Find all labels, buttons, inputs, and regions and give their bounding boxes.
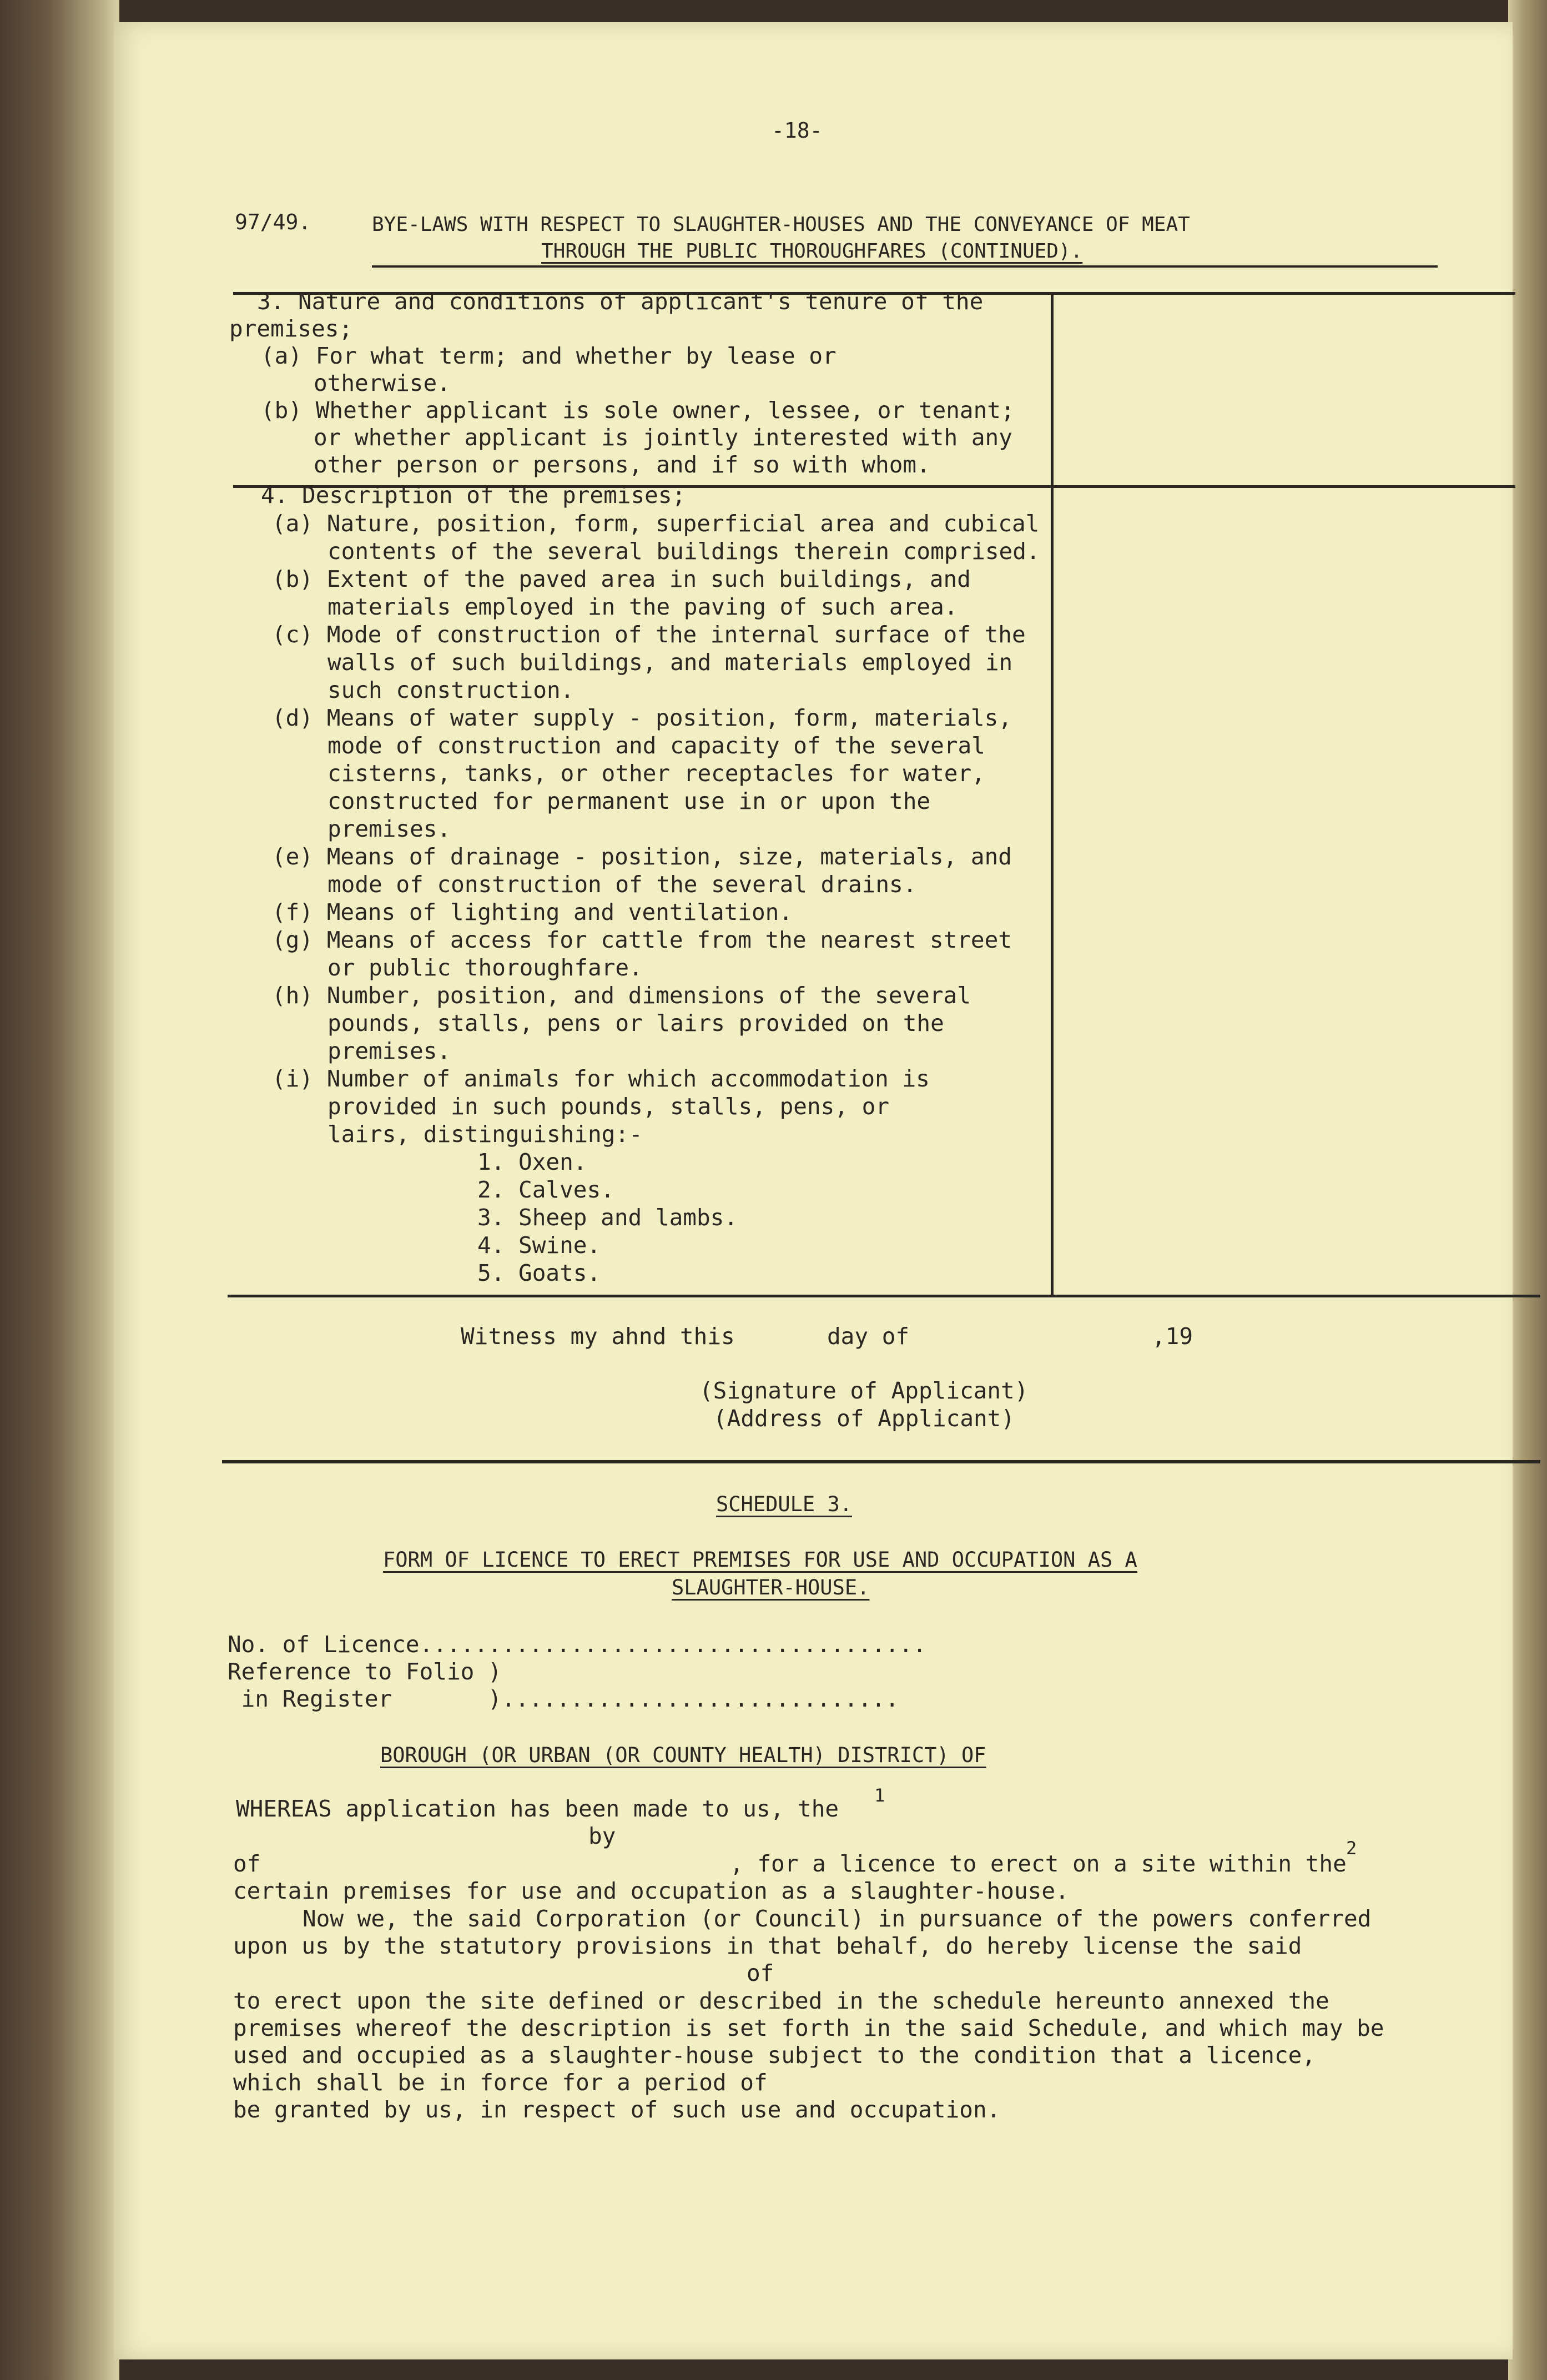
folio-reference-line2: in Register )............................. [228,1685,899,1712]
item-4f-line1: (f) Means of lighting and ventilation. [272,899,793,925]
item-4g-line1: (g) Means of access for cattle from the nearest street [272,927,1012,953]
item-4h-line1: (h) Number, position, and dimensions of the several [272,982,971,1009]
item-4d-line2: mode of construction and capacity of the several [327,732,985,759]
item-4e-line2: mode of construction of the several drains. [327,871,917,898]
item-3a-line1: (a) For what term; and whether by lease or [261,343,837,369]
body-line-9: premises whereof the description is set forth in the said Schedule, and which may be [233,2015,1384,2041]
body-line-11: which shall be in force for a period of [233,2069,768,2096]
book-binding-left [0,0,119,2380]
title-rule [372,265,1438,268]
schedule-title: SCHEDULE 3. [716,1492,853,1516]
item-3b-line1: (b) Whether applicant is sole owner, lessee, or tenant; [261,397,1015,424]
body-line-7: of [747,1960,774,1986]
body-line-5: Now we, the said Corporation (or Council) in pursuance of the powers conferred [303,1905,1372,1932]
page-number: -18- [772,118,823,143]
item-4d-line3: cisterns, tanks, or other receptacles for water, [327,760,985,787]
title-line-1: BYE-LAWS WITH RESPECT TO SLAUGHTER-HOUSES AND THE CONVEYANCE OF MEAT [372,213,1190,236]
address-of-applicant: (Address of Applicant) [713,1405,1015,1432]
item-4h-line3: premises. [327,1038,451,1064]
table-bottom-rule [228,1295,1540,1297]
body-line-1: WHEREAS application has been made to us, the [236,1795,839,1822]
form-title-line-2: SLAUGHTER-HOUSE. [672,1576,870,1599]
body-line-12: be granted by us, in respect of such use and occupation. [233,2096,1001,2123]
document-page [114,22,1513,2359]
witness-year: ,19 [1152,1323,1193,1350]
item-4d-line5: premises. [327,816,451,842]
item-4i-line1: (i) Number of animals for which accommodation is [272,1065,930,1092]
item-3a-line2: otherwise. [314,370,451,396]
book-binding-right [1508,0,1547,2380]
witness-day-of: day of [827,1323,910,1350]
borough-heading: BOROUGH (OR URBAN (OR COUNTY HEALTH) DISTRICT) OF [380,1743,986,1767]
item-4c-line3: such construction. [327,677,575,703]
item-3b-line3: other person or persons, and if so with whom. [314,451,930,478]
item-4b-line1: (b) Extent of the paved area in such buildings, and [272,566,971,592]
item-3-heading-cont: premises; [229,315,353,342]
item-3-heading: 3. Nature and conditions of applicant's tenure of the [257,288,984,315]
item-4e-line1: (e) Means of drainage - position, size, materials, and [272,843,1012,870]
animal-item: 1. Oxen. [477,1149,587,1175]
document-reference: 97/49. [235,210,311,234]
signature-of-applicant: (Signature of Applicant) [699,1377,1029,1404]
section-divider [222,1460,1540,1463]
animal-item: 3. Sheep and lambs. [477,1204,738,1231]
licence-number-field: No. of Licence..................................... [228,1631,926,1658]
item-4c-line2: walls of such buildings, and materials employed in [327,649,1013,676]
item-4a-line1: (a) Nature, position, form, superficial area and cubical [272,510,1040,537]
item-4g-line2: or public thoroughfare. [327,954,643,981]
body-line-2: by [588,1823,616,1849]
body-line-10: used and occupied as a slaughter-house subject to the condition that a licence, [233,2042,1316,2069]
title-line-2: THROUGH THE PUBLIC THOROUGHFARES (CONTINUED). [541,240,1083,263]
animal-item: 2. Calves. [477,1176,614,1203]
footnote-marker-1: 1 [874,1785,885,1806]
item-4b-line2: materials employed in the paving of such area. [327,593,958,620]
item-3b-line2: or whether applicant is jointly interested with any [314,424,1012,451]
form-title-line-1: FORM OF LICENCE TO ERECT PREMISES FOR USE AND OCCUPATION AS A [383,1548,1137,1572]
body-line-3-of: of [233,1850,261,1877]
item-4-heading: 4. Description of the premises; [261,482,686,509]
item-4i-line2: provided in such pounds, stalls, pens, or [327,1093,890,1120]
animal-item: 5. Goats. [477,1260,601,1286]
item-4i-line3: lairs, distinguishing:- [327,1121,643,1148]
body-line-3: , for a licence to erect on a site within the [730,1850,1347,1877]
item-4c-line1: (c) Mode of construction of the internal surface of the [272,621,1026,648]
item-4d-line4: constructed for permanent use in or upon the [327,788,931,814]
body-line-6: upon us by the statutory provisions in that behalf, do hereby license the said [233,1933,1302,1959]
body-line-8: to erect upon the site defined or described in the schedule hereunto annexed the [233,1987,1329,2014]
item-4h-line2: pounds, stalls, pens or lairs provided on the [327,1010,944,1036]
item-4d-line1: (d) Means of water supply - position, form, materials, [272,705,1012,731]
animal-item: 4. Swine. [477,1232,601,1259]
folio-reference-line1: Reference to Folio ) [228,1658,502,1685]
body-line-4: certain premises for use and occupation as a slaughter-house. [233,1878,1069,1904]
table-column-divider [1051,292,1054,1297]
footnote-marker-2: 2 [1346,1838,1357,1859]
witness-text: Witness my ahnd this [461,1323,735,1350]
item-4a-line2: contents of the several buildings therein comprised. [327,538,1040,565]
